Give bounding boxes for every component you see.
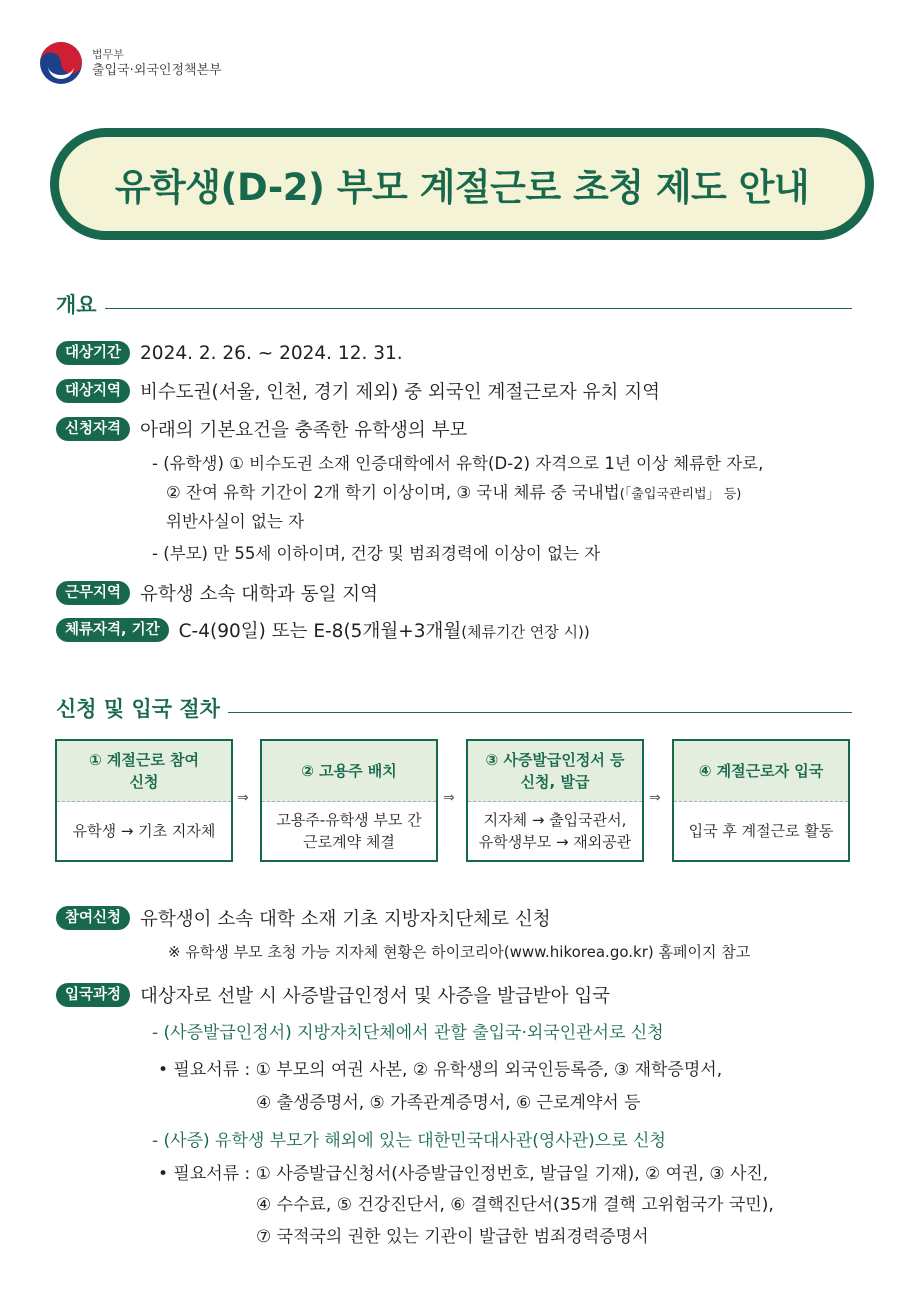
region-row: [56, 378, 660, 404]
cert-application-heading: - (사증발급인정서) 지방자치단체에서 관할 출입국·외국인관서로 신청: [152, 1023, 664, 1043]
ministry-name: 법무부: [92, 48, 124, 61]
page-title: 유학생(D-2) 부모 계절근로 초청 제도 안내: [114, 166, 810, 209]
visa-required-docs-line3: ⑦ 국적국의 권한 있는 기관이 발급한 범죄경력증명서: [256, 1227, 649, 1247]
visa-required-docs-line1: • 필요서류 : ① 사증발급신청서(사증발급인정번호, 발급일 기재), ② 여권, ③ 사진,: [158, 1164, 769, 1184]
procedure-step-3: [466, 739, 644, 862]
step-body: 고용주-유학생 부모 간 근로계약 체결: [276, 811, 422, 851]
cert-required-docs-line1: • 필요서류 : ① 부모의 여권 사본, ② 유학생의 외국인등록증, ③ 재학증명서,: [158, 1060, 723, 1080]
eligibility-value: 아래의 기본요건을 충족한 유학생의 부모: [140, 420, 468, 441]
visa-badge: 체류자격, 기간: [56, 618, 169, 642]
period-row: [56, 341, 403, 365]
step-body: 입국 후 계절근로 활동: [688, 822, 834, 840]
divider: [105, 308, 852, 309]
taegeuk-emblem-icon: [38, 40, 84, 86]
visa-required-docs-line2: ④ 수수료, ⑤ 건강진단서, ⑥ 결핵진단서(35개 결핵 고위험국가 국민),: [256, 1195, 774, 1215]
step-body: 유학생 → 기초 지자체: [72, 822, 216, 840]
entry-row: [56, 982, 610, 1008]
step-title: ③ 사증발급인정서 등 신청, 발급: [468, 741, 642, 802]
title-banner: [50, 128, 874, 240]
step-body: 지자체 → 출입국관서, 유학생부모 → 재외공관: [478, 811, 632, 851]
region-value: 비수도권(서울, 인천, 경기 제외) 중 외국인 계절근로자 유치 지역: [140, 382, 661, 403]
period-value: 2024. 2. 26. ~ 2024. 12. 31.: [140, 342, 403, 364]
work-area-row: [56, 580, 378, 606]
region-badge: 대상지역: [56, 379, 130, 403]
procedure-title: 신청 및 입국 절차: [56, 697, 220, 721]
participation-note: ※ 유학생 부모 초청 가능 지자체 현황은 하이코리아(www.hikorea.go.kr) 홈페이지 참고: [168, 943, 751, 961]
step-arrow-icon: ⇒: [649, 790, 661, 806]
procedure-step-1: [55, 739, 233, 862]
step-title: ④ 계절근로자 입국: [674, 741, 848, 802]
step-title: ② 고용주 배치: [262, 741, 436, 802]
visa-application-heading: - (사증) 유학생 부모가 해외에 있는 대한민국대사관(영사관)으로 신청: [152, 1131, 666, 1151]
participation-badge: 참여신청: [56, 906, 130, 930]
participation-row: [56, 905, 551, 931]
work-area-badge: 근무지역: [56, 581, 130, 605]
entry-badge: 입국과정: [56, 983, 130, 1007]
visa-value-extension: (체류기간 연장 시)): [461, 623, 590, 641]
procedure-step-4: [672, 739, 850, 862]
visa-row: [56, 617, 590, 643]
eligibility-badge: 신청자격: [56, 417, 130, 441]
student-condition-law: (「출입국관리법」 등): [619, 487, 742, 502]
overview-heading: [56, 289, 852, 319]
cert-required-docs-line2: ④ 출생증명서, ⑤ 가족관계증명서, ⑥ 근로계약서 등: [256, 1093, 641, 1113]
entry-value: 대상자로 선발 시 사증발급인정서 및 사증을 발급받아 입국: [140, 986, 611, 1007]
logo-text: [92, 47, 222, 79]
eligibility-row: [56, 416, 467, 442]
participation-value: 유학생이 소속 대학 소재 기초 지방자치단체로 신청: [140, 909, 551, 930]
student-condition-line2-text: ② 잔여 유학 기간이 2개 학기 이상이며, ③ 국내 체류 중 국내법: [166, 483, 620, 502]
student-condition-line3: 위반사실이 없는 자: [166, 512, 305, 531]
step-title: ① 계절근로 참여 신청: [57, 741, 231, 802]
visa-value: [179, 617, 590, 643]
step-arrow-icon: ⇒: [237, 790, 249, 806]
division-name: 출입국·외국인정책본부: [92, 63, 222, 78]
student-condition-line1: - (유학생) ① 비수도권 소재 인증대학에서 유학(D-2) 자격으로 1년 이상 체류한 자로,: [152, 454, 764, 473]
ministry-logo: [38, 40, 222, 86]
visa-value-main: C-4(90일) 또는 E-8(5개월+3개월: [178, 621, 462, 642]
procedure-heading: [56, 693, 852, 723]
parent-condition: - (부모) 만 55세 이하이며, 건강 및 범죄경력에 이상이 없는 자: [152, 544, 601, 563]
work-area-value: 유학생 소속 대학과 동일 지역: [140, 584, 379, 605]
student-condition-line2: [166, 481, 741, 507]
step-arrow-icon: ⇒: [443, 790, 455, 806]
overview-title: 개요: [56, 293, 97, 317]
divider: [228, 712, 852, 713]
procedure-step-2: [260, 739, 438, 862]
period-badge: 대상기간: [56, 341, 130, 365]
